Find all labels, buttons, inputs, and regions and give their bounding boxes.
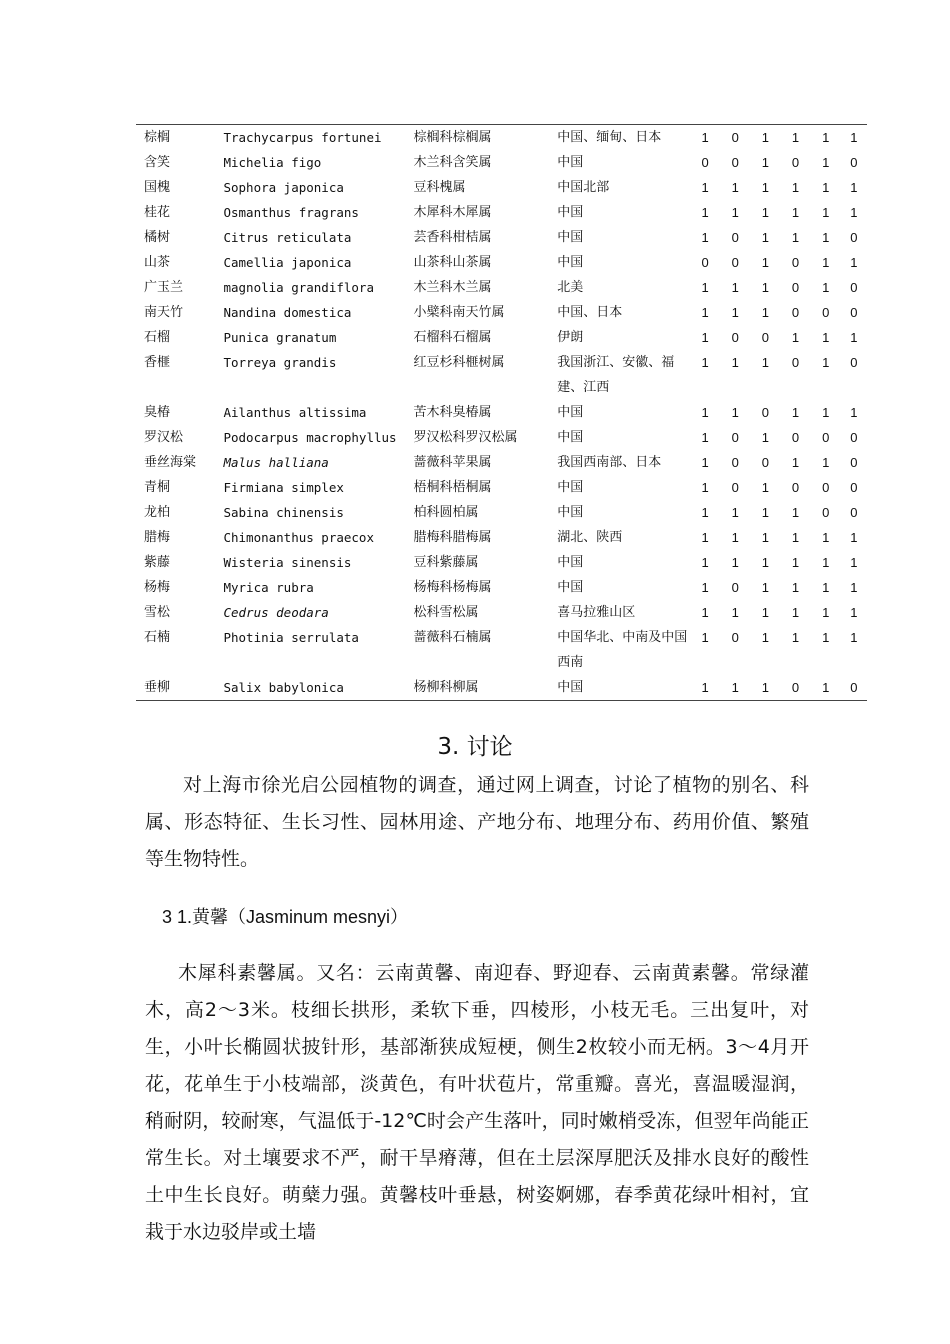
plant-latin-name: Camellia japonica (223, 255, 352, 270)
table-row (136, 325, 867, 350)
plant-attribute-flag: 1 (701, 230, 709, 245)
plant-family-genus: 蔷薇科石楠属 (413, 630, 492, 645)
table-row (136, 575, 867, 600)
plant-family-genus: 红豆杉科榧树属 (413, 355, 505, 370)
plant-family-genus: 腊梅科腊梅属 (413, 530, 492, 545)
plant-origin: 伊朗 (557, 330, 584, 345)
plant-origin: 中国、缅甸、日本 (557, 130, 662, 145)
plant-attribute-flag: 1 (701, 455, 709, 470)
plant-attribute-flag: 1 (761, 355, 769, 370)
table-row (136, 250, 867, 275)
plant-origin: 中国北部 (557, 180, 610, 195)
plant-common-name: 雪松 (144, 605, 171, 620)
plant-attribute-flag: 1 (701, 555, 709, 570)
plant-attribute-flag: 1 (850, 330, 858, 345)
plant-attribute-flag: 1 (791, 180, 800, 195)
plant-origin: 北美 (557, 280, 584, 295)
plant-family-genus: 杨梅科杨梅属 (413, 580, 492, 595)
plant-family-genus: 罗汉松科罗汉松属 (413, 430, 518, 445)
subsection-body-paragraph: 木犀科素馨属。又名：云南黄馨、南迎春、野迎春、云南黄素馨。常绿灌木，高2～3米。枝细长拱形，柔软下垂，四棱形，小枝无毛。三出复叶，对生，小叶长椭圆状披针形，基部渐狭成短梗，侧生2枚较小而无柄。3～4月开花，花单生于小枝端部，淡黄色，有叶状苞片，常重瓣。喜光，喜温暖湿润，稍耐阴，较耐寒，气温低于-12℃时会产生落叶，同时嫩梢受冻，但翌年尚能正常生长。对土壤要求不严，耐干旱瘠薄，但在土层深厚肥沃及排水良好的酸性土中生长良好。萌蘖力强。黄馨枝叶垂悬，树姿婀娜，春季黄花绿叶相衬，宜栽于水边驳岸或土墙 (145, 962, 809, 1243)
plant-attribute-flag: 1 (761, 230, 769, 245)
plant-origin: 中国 (557, 505, 584, 520)
plant-attribute-flag: 1 (791, 330, 800, 345)
plant-attribute-flag: 0 (850, 480, 858, 495)
plant-attribute-flag: 1 (761, 580, 769, 595)
plant-attribute-flag: 1 (701, 680, 709, 695)
plant-attribute-flag: 0 (822, 480, 830, 495)
plant-origin: 中国 (557, 580, 584, 595)
plant-latin-name: magnolia grandiflora (223, 280, 374, 295)
plant-latin-name: Torreya grandis (223, 355, 337, 370)
plant-table-container (136, 124, 867, 701)
table-row (136, 675, 867, 700)
table-row (136, 500, 867, 525)
plant-attribute-flag: 1 (822, 580, 830, 595)
plant-latin-name: Osmanthus fragrans (223, 205, 359, 220)
plant-origin: 中国、日本 (557, 305, 623, 320)
plant-attribute-flag: 1 (761, 630, 769, 645)
plant-latin-name: Sabina chinensis (223, 505, 344, 520)
plant-origin: 中国 (557, 680, 584, 695)
plant-common-name: 含笑 (144, 155, 171, 170)
plant-common-name: 臭椿 (144, 405, 171, 420)
plant-latin-name: Chimonanthus praecox (223, 530, 374, 545)
plant-attribute-flag: 1 (761, 680, 769, 695)
plant-attribute-flag: 0 (731, 230, 739, 245)
plant-common-name: 南天竹 (144, 305, 184, 320)
plant-latin-name: Malus halliana (223, 455, 329, 470)
plant-attribute-flag: 0 (822, 505, 830, 520)
plant-family-genus: 小檗科南天竹属 (413, 305, 505, 320)
plant-table-body (136, 125, 867, 700)
plant-origin: 中国华北、中南及中国西南 (557, 630, 688, 670)
plant-latin-name: Salix babylonica (223, 680, 344, 695)
plant-attribute-flag: 1 (791, 130, 800, 145)
plant-attribute-flag: 1 (822, 680, 830, 695)
plant-attribute-flag: 0 (850, 430, 858, 445)
plant-attribute-flag: 1 (731, 605, 739, 620)
plant-attribute-flag: 0 (850, 305, 858, 320)
plant-common-name: 杨梅 (144, 580, 171, 595)
plant-attribute-flag: 0 (850, 280, 858, 295)
plant-common-name: 垂丝海棠 (144, 455, 197, 470)
plant-attribute-flag: 1 (791, 405, 800, 420)
plant-attribute-flag: 1 (761, 605, 769, 620)
plant-attribute-flag: 1 (791, 580, 800, 595)
plant-attribute-flag: 1 (791, 605, 800, 620)
plant-attribute-flag: 0 (822, 430, 830, 445)
plant-attribute-flag: 0 (731, 580, 739, 595)
plant-attribute-flag: 0 (791, 305, 800, 320)
plant-attribute-flag: 1 (731, 305, 739, 320)
plant-common-name: 棕榈 (144, 130, 171, 145)
plant-attribute-flag: 1 (822, 405, 830, 420)
plant-attribute-flag: 1 (850, 580, 858, 595)
plant-attribute-flag: 1 (701, 605, 709, 620)
plant-attribute-flag: 1 (822, 130, 830, 145)
plant-attribute-flag: 1 (731, 680, 739, 695)
plant-origin: 中国 (557, 430, 584, 445)
plant-attribute-flag: 1 (761, 255, 769, 270)
plant-family-genus: 石榴科石榴属 (413, 330, 492, 345)
plant-origin: 我国浙江、安徽、福建、江西 (557, 355, 675, 395)
plant-attribute-flag: 1 (850, 255, 858, 270)
plant-common-name: 石榴 (144, 330, 171, 345)
plant-attribute-flag: 1 (701, 280, 709, 295)
plant-attribute-flag: 1 (701, 630, 709, 645)
plant-latin-name: Wisteria sinensis (223, 555, 352, 570)
plant-attribute-flag: 1 (850, 605, 858, 620)
plant-attribute-flag: 1 (701, 505, 709, 520)
plant-attribute-flag: 1 (761, 180, 769, 195)
table-row (136, 300, 867, 325)
plant-family-genus: 蔷薇科苹果属 (413, 455, 492, 470)
table-bottom-rule (136, 700, 867, 701)
table-row (136, 200, 867, 225)
plant-attribute-flag: 0 (791, 430, 800, 445)
plant-attribute-flag: 0 (761, 405, 769, 420)
plant-common-name: 桂花 (144, 205, 171, 220)
plant-attribute-flag: 0 (850, 455, 858, 470)
plant-attribute-flag: 1 (731, 180, 739, 195)
plant-attribute-flag: 1 (701, 480, 709, 495)
plant-attribute-flag: 0 (731, 130, 739, 145)
plant-latin-name: Podocarpus macrophyllus (223, 430, 397, 445)
plant-attribute-flag: 1 (761, 430, 769, 445)
table-row (136, 600, 867, 625)
plant-attribute-flag: 0 (731, 480, 739, 495)
plant-attribute-flag: 1 (761, 305, 769, 320)
section-intro-paragraph: 对上海市徐光启公园植物的调查，通过网上调查，讨论了植物的别名、科属、形态特征、生长习性、园林用途、产地分布、地理分布、药用价值、繁殖等生物特性。 (145, 774, 809, 870)
plant-attribute-flag: 0 (850, 155, 858, 170)
plant-attribute-flag: 0 (761, 455, 769, 470)
table-row (136, 425, 867, 450)
plant-origin: 中国 (557, 480, 584, 495)
plant-attribute-flag: 1 (791, 630, 800, 645)
plant-attribute-flag: 1 (850, 630, 858, 645)
plant-attribute-flag: 0 (822, 305, 830, 320)
plant-latin-name: Michelia figo (223, 155, 322, 170)
plant-attribute-flag: 0 (791, 680, 800, 695)
plant-attribute-flag: 1 (761, 555, 769, 570)
plant-attribute-flag: 1 (761, 280, 769, 295)
plant-attribute-flag: 0 (701, 255, 709, 270)
plant-attribute-flag: 1 (822, 330, 830, 345)
plant-common-name: 龙柏 (144, 505, 171, 520)
table-row (136, 350, 867, 400)
table-row (136, 400, 867, 425)
plant-attribute-flag: 1 (822, 455, 830, 470)
plant-origin: 我国西南部、日本 (557, 455, 662, 470)
plant-origin: 中国 (557, 230, 584, 245)
plant-attribute-flag: 0 (850, 680, 858, 695)
plant-latin-name: Firmiana simplex (223, 480, 344, 495)
plant-attribute-flag: 1 (850, 530, 858, 545)
plant-attribute-flag: 1 (761, 155, 769, 170)
plant-attribute-flag: 1 (791, 555, 800, 570)
plant-attribute-flag: 1 (731, 505, 739, 520)
table-row (136, 125, 867, 150)
table-row (136, 275, 867, 300)
plant-attribute-flag: 1 (701, 530, 709, 545)
plant-attribute-flag: 1 (701, 305, 709, 320)
plant-family-genus: 梧桐科梧桐属 (413, 480, 492, 495)
table-row (136, 450, 867, 475)
plant-attribute-flag: 1 (701, 205, 709, 220)
plant-family-genus: 棕榈科棕榈属 (413, 130, 492, 145)
plant-latin-name: Sophora japonica (223, 180, 344, 195)
plant-family-genus: 木兰科木兰属 (413, 280, 492, 295)
plant-latin-name: Ailanthus altissima (223, 405, 367, 420)
plant-attribute-flag: 1 (822, 255, 830, 270)
plant-attribute-flag: 0 (791, 480, 800, 495)
plant-family-genus: 芸香科柑桔属 (413, 230, 492, 245)
plant-attribute-flag: 1 (701, 430, 709, 445)
plant-latin-name: Cedrus deodara (223, 605, 329, 620)
plant-attribute-flag: 1 (731, 205, 739, 220)
table-row (136, 625, 867, 675)
plant-family-genus: 木犀科木犀属 (413, 205, 492, 220)
plant-attribute-flag: 1 (761, 505, 769, 520)
plant-attribute-flag: 1 (761, 130, 769, 145)
table-row (136, 525, 867, 550)
section-title: 3. 讨论 (437, 734, 513, 760)
plant-attribute-flag: 1 (822, 555, 830, 570)
plant-attribute-flag: 0 (731, 330, 739, 345)
plant-family-genus: 柏科圆柏属 (413, 505, 479, 520)
plant-attribute-flag: 1 (822, 280, 830, 295)
plant-attribute-flag: 1 (731, 355, 739, 370)
plant-attribute-flag: 1 (731, 530, 739, 545)
plant-common-name: 罗汉松 (144, 430, 184, 445)
plant-attribute-flag: 1 (701, 130, 709, 145)
plant-attribute-flag: 1 (822, 605, 830, 620)
table-row (136, 175, 867, 200)
plant-attribute-flag: 1 (822, 205, 830, 220)
plant-attribute-flag: 0 (791, 355, 800, 370)
plant-latin-name: Citrus reticulata (223, 230, 352, 245)
plant-common-name: 国槐 (144, 180, 171, 195)
subsection-heading: 3 1.黄馨（Jasminum mesnyi） (162, 907, 409, 927)
plant-attribute-flag: 1 (761, 530, 769, 545)
plant-attribute-flag: 0 (731, 430, 739, 445)
plant-attribute-flag: 1 (791, 230, 800, 245)
plant-origin: 中国 (557, 555, 584, 570)
plant-attribute-flag: 1 (701, 580, 709, 595)
plant-family-genus: 苦木科臭椿属 (413, 405, 492, 420)
plant-attribute-flag: 1 (822, 355, 830, 370)
table-row (136, 225, 867, 250)
plant-family-genus: 豆科紫藤属 (413, 555, 479, 570)
plant-attribute-flag: 1 (850, 130, 858, 145)
plant-attribute-flag: 1 (731, 280, 739, 295)
plant-latin-name: Punica granatum (223, 330, 337, 345)
plant-common-name: 石楠 (144, 630, 171, 645)
plant-attribute-flag: 1 (701, 330, 709, 345)
plant-attribute-flag: 1 (822, 155, 830, 170)
plant-common-name: 山茶 (144, 255, 171, 270)
plant-common-name: 腊梅 (144, 530, 171, 545)
plant-attribute-flag: 1 (850, 205, 858, 220)
plant-attribute-flag: 1 (791, 505, 800, 520)
plant-attribute-flag: 0 (791, 155, 800, 170)
plant-attribute-flag: 1 (791, 205, 800, 220)
plant-origin: 喜马拉雅山区 (557, 605, 636, 620)
plant-attribute-flag: 0 (701, 155, 709, 170)
plant-latin-name: Trachycarpus fortunei (223, 130, 382, 145)
plant-attribute-flag: 1 (731, 555, 739, 570)
plant-latin-name: Photinia serrulata (223, 630, 359, 645)
plant-attribute-flag: 0 (731, 155, 739, 170)
plant-common-name: 橘树 (144, 230, 171, 245)
plant-attribute-flag: 1 (822, 530, 830, 545)
plant-attribute-flag: 1 (761, 205, 769, 220)
plant-attribute-flag: 1 (761, 480, 769, 495)
plant-attribute-flag: 1 (701, 405, 709, 420)
plant-attribute-flag: 1 (822, 230, 830, 245)
plant-attribute-flag: 0 (731, 255, 739, 270)
plant-origin: 中国 (557, 155, 584, 170)
plant-family-genus: 豆科槐属 (413, 180, 466, 195)
plant-latin-name: Myrica rubra (223, 580, 314, 595)
plant-common-name: 香榧 (144, 355, 171, 370)
plant-attribute-flag: 0 (731, 630, 739, 645)
plant-attribute-flag: 1 (850, 555, 858, 570)
plant-attribute-flag: 1 (701, 180, 709, 195)
plant-attribute-flag: 0 (850, 230, 858, 245)
plant-attribute-flag: 1 (822, 630, 830, 645)
plant-family-genus: 山茶科山茶属 (413, 255, 492, 270)
table-row (136, 475, 867, 500)
plant-latin-name: Nandina domestica (223, 305, 352, 320)
plant-attribute-flag: 1 (822, 180, 830, 195)
plant-attribute-flag: 0 (850, 355, 858, 370)
plant-attribute-flag: 1 (791, 455, 800, 470)
table-row (136, 150, 867, 175)
plant-family-genus: 杨柳科柳属 (413, 680, 479, 695)
plant-attribute-flag: 0 (791, 280, 800, 295)
plant-attribute-flag: 1 (791, 530, 800, 545)
plant-attribute-flag: 0 (791, 255, 800, 270)
plant-origin: 湖北、陕西 (557, 530, 623, 545)
plant-attribute-flag: 1 (850, 405, 858, 420)
plant-attribute-flag: 0 (761, 330, 769, 345)
plant-attribute-flag: 1 (731, 405, 739, 420)
plant-common-name: 广玉兰 (144, 280, 184, 295)
plant-attribute-flag: 0 (731, 455, 739, 470)
plant-table (136, 125, 867, 700)
plant-origin: 中国 (557, 205, 584, 220)
plant-common-name: 垂柳 (144, 680, 171, 695)
table-row (136, 550, 867, 575)
plant-attribute-flag: 1 (850, 180, 858, 195)
plant-origin: 中国 (557, 255, 584, 270)
plant-origin: 中国 (557, 405, 584, 420)
plant-attribute-flag: 1 (701, 355, 709, 370)
plant-family-genus: 木兰科含笑属 (413, 155, 492, 170)
plant-common-name: 紫藤 (144, 555, 171, 570)
plant-attribute-flag: 0 (850, 505, 858, 520)
plant-family-genus: 松科雪松属 (413, 605, 479, 620)
plant-common-name: 青桐 (144, 480, 171, 495)
